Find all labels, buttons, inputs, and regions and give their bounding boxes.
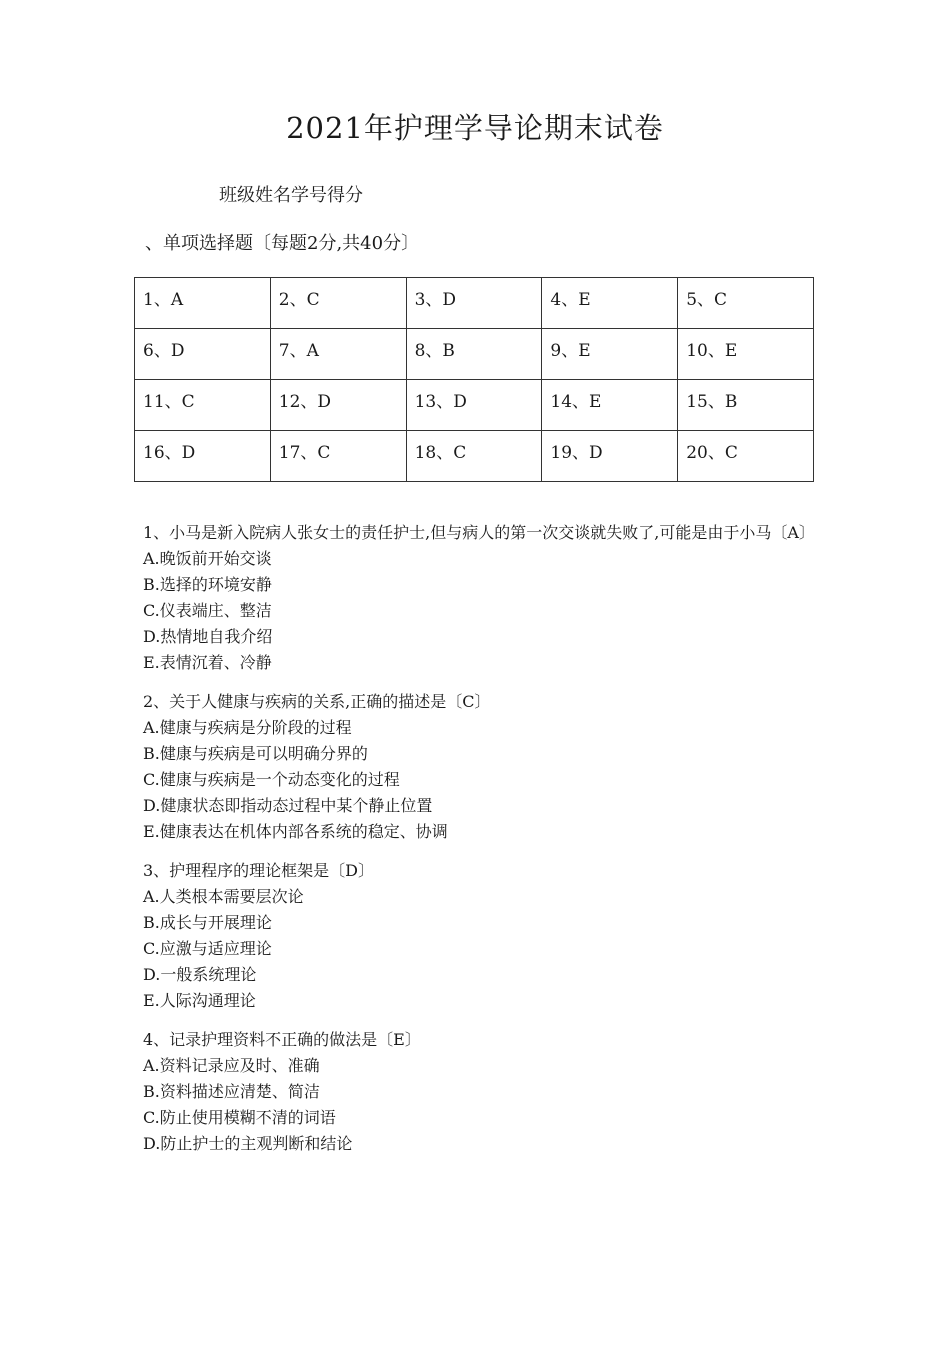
answer-cell: 14、E bbox=[542, 380, 678, 431]
answer-cell: 15、B bbox=[678, 380, 814, 431]
option-b: B.资料描述应清楚、简洁 bbox=[143, 1082, 320, 1101]
option-c: C.防止使用模糊不清的词语 bbox=[143, 1108, 336, 1127]
option-a: A.晚饭前开始交谈 bbox=[143, 549, 272, 568]
question-text: 3、护理程序的理论框架是〔D〕 bbox=[143, 861, 375, 880]
table-row bbox=[135, 431, 814, 482]
answer-cell: 17、C bbox=[270, 431, 406, 482]
option-e: E.健康表达在机体内部各系统的稳定、协调 bbox=[143, 822, 448, 841]
question-3 bbox=[143, 858, 823, 1014]
question-1 bbox=[143, 520, 823, 676]
answer-cell: 2、C bbox=[270, 278, 406, 329]
option-a: A.人类根本需要层次论 bbox=[143, 887, 304, 906]
option-a: A.资料记录应及时、准确 bbox=[143, 1056, 320, 1075]
section-heading: 、单项选择题〔每题2分,共40分〕 bbox=[145, 233, 420, 254]
answer-cell: 19、D bbox=[542, 431, 678, 482]
answer-cell: 18、C bbox=[406, 431, 542, 482]
answer-table bbox=[134, 277, 814, 482]
answer-cell: 11、C bbox=[135, 380, 271, 431]
option-d: D.防止护士的主观判断和结论 bbox=[143, 1134, 353, 1153]
answer-cell: 1、A bbox=[135, 278, 271, 329]
question-2 bbox=[143, 689, 823, 845]
answer-cell: 12、D bbox=[270, 380, 406, 431]
question-text: 2、关于人健康与疾病的关系,正确的描述是〔C〕 bbox=[143, 692, 491, 711]
answer-cell: 10、E bbox=[678, 329, 814, 380]
option-d: D.热情地自我介绍 bbox=[143, 627, 273, 646]
table-row bbox=[135, 380, 814, 431]
question-4 bbox=[143, 1027, 823, 1157]
answer-cell: 5、C bbox=[678, 278, 814, 329]
option-b: B.成长与开展理论 bbox=[143, 913, 272, 932]
student-info-line: 班级姓名学号得分 bbox=[219, 185, 363, 206]
option-e: E.表情沉着、冷静 bbox=[143, 653, 272, 672]
question-text: 1、小马是新入院病人张女士的责任护士,但与病人的第一次交谈就失败了,可能是由于小马〔A〕 bbox=[143, 523, 815, 542]
answer-cell: 16、D bbox=[135, 431, 271, 482]
option-c: C.仪表端庄、整洁 bbox=[143, 601, 272, 620]
question-text: 4、记录护理资料不正确的做法是〔E〕 bbox=[143, 1030, 421, 1049]
answer-cell: 13、D bbox=[406, 380, 542, 431]
answer-cell: 3、D bbox=[406, 278, 542, 329]
table-row bbox=[135, 329, 814, 380]
option-c: C.健康与疾病是一个动态变化的过程 bbox=[143, 770, 400, 789]
option-d: D.一般系统理论 bbox=[143, 965, 257, 984]
table-row bbox=[135, 278, 814, 329]
answer-cell: 6、D bbox=[135, 329, 271, 380]
answer-cell: 4、E bbox=[542, 278, 678, 329]
answer-cell: 9、E bbox=[542, 329, 678, 380]
answer-cell: 8、B bbox=[406, 329, 542, 380]
option-b: B.健康与疾病是可以明确分界的 bbox=[143, 744, 368, 763]
option-c: C.应激与适应理论 bbox=[143, 939, 272, 958]
option-e: E.人际沟通理论 bbox=[143, 991, 256, 1010]
option-a: A.健康与疾病是分阶段的过程 bbox=[143, 718, 352, 737]
page-title: 2021年护理学导论期末试卷 bbox=[286, 111, 664, 145]
option-d: D.健康状态即指动态过程中某个静止位置 bbox=[143, 796, 433, 815]
question-list bbox=[143, 520, 823, 1170]
answer-cell: 20、C bbox=[678, 431, 814, 482]
option-b: B.选择的环境安静 bbox=[143, 575, 272, 594]
answer-cell: 7、A bbox=[270, 329, 406, 380]
